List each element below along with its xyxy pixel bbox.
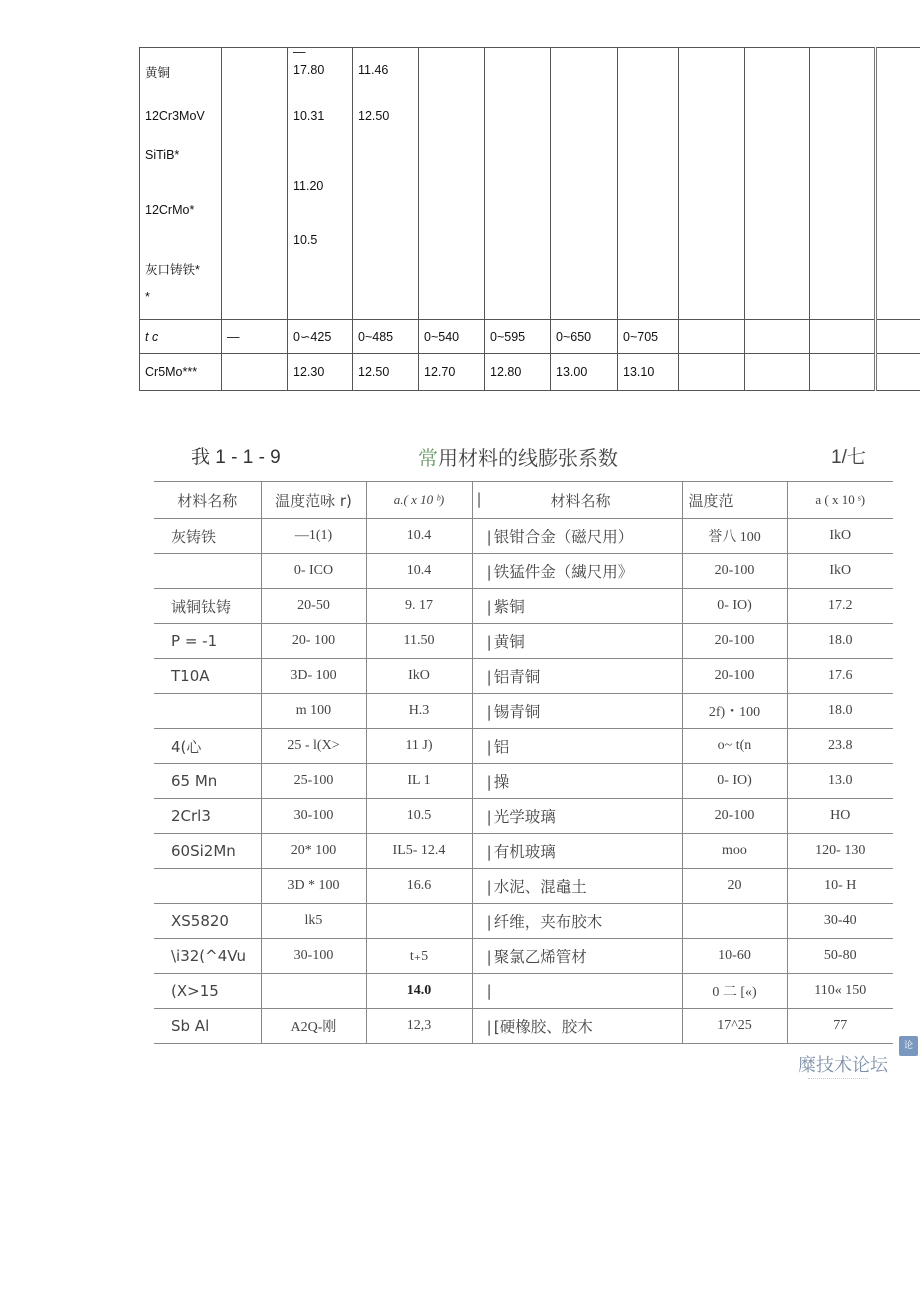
temp-range: lk5 (261, 904, 366, 939)
column-divider-mark: | (486, 982, 492, 1000)
coefficient-2: 17.2 (787, 589, 893, 624)
column-divider-mark: | (486, 633, 492, 651)
coefficient-2: IkO (787, 519, 893, 554)
coefficient-2: 10- H (787, 869, 893, 904)
temp-range: 20-50 (261, 589, 366, 624)
temp-range-2: 20-100 (682, 554, 787, 589)
coefficient: H.3 (366, 694, 472, 729)
table-cell (222, 354, 288, 391)
values-cell (288, 48, 353, 320)
value: 11.46 (358, 63, 389, 77)
table-row (154, 729, 893, 764)
material-name-2: | 银钳合金（磁尺用） (472, 519, 682, 554)
material-name: 灰铸铁 (154, 519, 261, 554)
value: 10.31 (293, 109, 325, 123)
temp-range: 30-100 (261, 799, 366, 834)
expansion-coefficient-table (154, 481, 893, 1044)
temp-range: 3D- 100 (261, 659, 366, 694)
temp-range: 30-100 (261, 939, 366, 974)
temp-range-2: 誉八 100 (682, 519, 787, 554)
table-row (154, 624, 893, 659)
empty-cell (222, 48, 288, 320)
material-name: 60Si2Mn (154, 834, 261, 869)
material-name-2: | 纤维，夹布胶木 (472, 904, 682, 939)
dash-mark: — (293, 47, 306, 59)
table-cell: 0~650 (551, 320, 618, 354)
table-row (154, 519, 893, 554)
material-name: (X>15 (154, 974, 261, 1009)
material-name: * (145, 290, 150, 304)
material-name-2: | 操 (472, 764, 682, 799)
coefficient-2: 13.0 (787, 764, 893, 799)
material-name: SiTiB* (145, 148, 180, 162)
coefficient: 14.0 (366, 974, 472, 1009)
coefficient: 10.5 (366, 799, 472, 834)
table-cell: 0~705 (618, 320, 679, 354)
temp-range-2 (682, 904, 787, 939)
watermark-underline (808, 1078, 868, 1081)
table-cell: 12.70 (419, 354, 485, 391)
coefficient: 16.6 (366, 869, 472, 904)
material-name-2: | 铝 (472, 729, 682, 764)
table-cell: t c (140, 320, 222, 354)
coefficient (366, 904, 472, 939)
column-divider-mark: | (486, 598, 492, 616)
table-cell: 12.80 (485, 354, 551, 391)
upper-expansion-table (139, 47, 920, 391)
column-divider-mark: | (486, 808, 492, 826)
coefficient: t₊5 (366, 939, 472, 974)
material-name-2: | 铁猛件金（繊尺用》 (472, 554, 682, 589)
coefficient: 12,3 (366, 1009, 472, 1044)
temp-range-2: 0- IO) (682, 764, 787, 799)
temp-range-2: 20-100 (682, 659, 787, 694)
material-name: 12CrMo* (145, 203, 195, 217)
coefficient-2: 120- 130 (787, 834, 893, 869)
material-name-2: | 锡青铜 (472, 694, 682, 729)
temp-range: —1(1) (261, 519, 366, 554)
coefficient: 10.4 (366, 554, 472, 589)
table-cell: Cr5Mo*** (140, 354, 222, 391)
temp-range-2: 0- IO) (682, 589, 787, 624)
coefficient-2: 110« 150 (787, 974, 893, 1009)
coefficient-2: IkO (787, 554, 893, 589)
table-row (154, 974, 893, 1009)
table-row (154, 869, 893, 904)
temp-range-2: 2f)・100 (682, 694, 787, 729)
temp-range-2: 20-100 (682, 799, 787, 834)
column-divider-mark: | (486, 703, 492, 721)
column-divider-mark: | (486, 528, 492, 546)
table-row (140, 354, 920, 391)
coefficient: IL 1 (366, 764, 472, 799)
value: 11.20 (293, 179, 324, 193)
temp-range-2: 20-100 (682, 624, 787, 659)
table-cell: 0∽425 (288, 320, 353, 354)
material-name-2: | 紫铜 (472, 589, 682, 624)
coefficient: IL5- 12.4 (366, 834, 472, 869)
column-divider-mark: | (486, 773, 492, 791)
table-title: 常用材料的线膨张系数 (418, 448, 618, 470)
table-cell: 0~595 (485, 320, 551, 354)
temp-range-2: moo (682, 834, 787, 869)
temp-range: A2Q-刚 (261, 1009, 366, 1044)
temp-range (261, 974, 366, 1009)
table-row (154, 554, 893, 589)
material-name: 诫铜钛铸 (154, 589, 261, 624)
header-material: 材料名称 (154, 482, 261, 519)
column-divider-mark: | (486, 948, 492, 966)
table-body (154, 519, 893, 1044)
temp-range: 25 - l(X> (261, 729, 366, 764)
table-cell: 13.10 (618, 354, 679, 391)
header-coefficient: a.( x 10 ᵇ) (366, 482, 472, 519)
coefficient-2: 77 (787, 1009, 893, 1044)
header-coefficient-2: a ( x 10 ˢ) (787, 482, 893, 519)
coefficient: IkO (366, 659, 472, 694)
table-row (154, 904, 893, 939)
temp-range: 20- 100 (261, 624, 366, 659)
coefficient-2: 50-80 (787, 939, 893, 974)
material-name-2: | 聚氯乙烯管材 (472, 939, 682, 974)
column-divider-mark: | (486, 878, 492, 896)
table-cell: 12.30 (288, 354, 353, 391)
temp-range: 3D * 100 (261, 869, 366, 904)
table-cell: 0~540 (419, 320, 485, 354)
column-divider-mark: | (486, 913, 492, 931)
values-cell (353, 48, 419, 320)
watermark-text: 糜技术论坛 (798, 1055, 888, 1076)
material-name-2: | 水泥、混鼀土 (472, 869, 682, 904)
material-name-2 (472, 974, 682, 1009)
temp-range-2: 0 ⼆ [«) (682, 974, 787, 1009)
material-name: 灰口铸铁* (145, 263, 200, 277)
table-row (154, 694, 893, 729)
material-name: 65 Mn (154, 764, 261, 799)
header-temp-range-2: 温度范 (682, 482, 787, 519)
material-name: 4(心 (154, 729, 261, 764)
temp-range: 20* 100 (261, 834, 366, 869)
temp-range-2: 17^25 (682, 1009, 787, 1044)
value: 10.5 (293, 233, 318, 247)
table-row (154, 1009, 893, 1044)
material-name-2: | 光学玻璃 (472, 799, 682, 834)
column-divider-mark: | (486, 668, 492, 686)
table-row (154, 939, 893, 974)
coefficient: 11 J) (366, 729, 472, 764)
temp-range: 25-100 (261, 764, 366, 799)
temp-range: 0- ICO (261, 554, 366, 589)
table-row (154, 764, 893, 799)
table-cell: 0~485 (353, 320, 419, 354)
coefficient: 10.4 (366, 519, 472, 554)
table-row (154, 799, 893, 834)
material-name: Sb Al (154, 1009, 261, 1044)
coefficient-2: 18.0 (787, 624, 893, 659)
column-divider-mark: | (486, 843, 492, 861)
material-name: 黄铜 (145, 66, 171, 80)
table-row (154, 834, 893, 869)
material-name: T10A (154, 659, 261, 694)
header-material-2: | 材料名称 (472, 482, 682, 519)
coefficient: 11.50 (366, 624, 472, 659)
material-name (154, 554, 261, 589)
column-divider-mark: | (486, 738, 492, 756)
material-name-2: | [硬橡胶、胶木 (472, 1009, 682, 1044)
temp-range-2: 20 (682, 869, 787, 904)
table-number: 我 1 - 1 - 9 (191, 447, 281, 468)
temp-range: m 100 (261, 694, 366, 729)
coefficient-2: 23.8 (787, 729, 893, 764)
material-name-2: | 铝青铜 (472, 659, 682, 694)
table-cell: 12.50 (353, 354, 419, 391)
forum-logo-icon: 论 (899, 1036, 918, 1056)
coefficient: 9. 17 (366, 589, 472, 624)
column-divider-mark: | (486, 563, 492, 581)
temp-range-2: o~ t(n (682, 729, 787, 764)
material-name: XS5820 (154, 904, 261, 939)
coefficient-2: 30-40 (787, 904, 893, 939)
table-row (154, 659, 893, 694)
table-row (140, 48, 920, 320)
material-name: 2Crl3 (154, 799, 261, 834)
material-name-2: | 黄铜 (472, 624, 682, 659)
temp-range-2: 10-60 (682, 939, 787, 974)
header-row (154, 482, 893, 519)
table-cell: 13.00 (551, 354, 618, 391)
table-cell: — (222, 320, 288, 354)
material-name: P = -1 (154, 624, 261, 659)
table-caption (0, 442, 920, 472)
value: 17.80 (293, 63, 325, 77)
coefficient-2: 17.6 (787, 659, 893, 694)
value: 12.50 (358, 109, 390, 123)
material-name (154, 869, 261, 904)
material-name: 12Cr3MoV (145, 109, 205, 123)
material-name (154, 694, 261, 729)
material-name: \i32(^4Vu (154, 939, 261, 974)
material-names-cell (140, 48, 222, 320)
coefficient-2: 18.0 (787, 694, 893, 729)
material-name-2: | 有机玻璃 (472, 834, 682, 869)
table-row (154, 589, 893, 624)
column-divider-mark: | (486, 1018, 492, 1036)
page-marker: 1/七 (831, 447, 866, 468)
header-temp-range: 温度范咏 r) (261, 482, 366, 519)
coefficient-2: HO (787, 799, 893, 834)
table-row (140, 320, 920, 354)
